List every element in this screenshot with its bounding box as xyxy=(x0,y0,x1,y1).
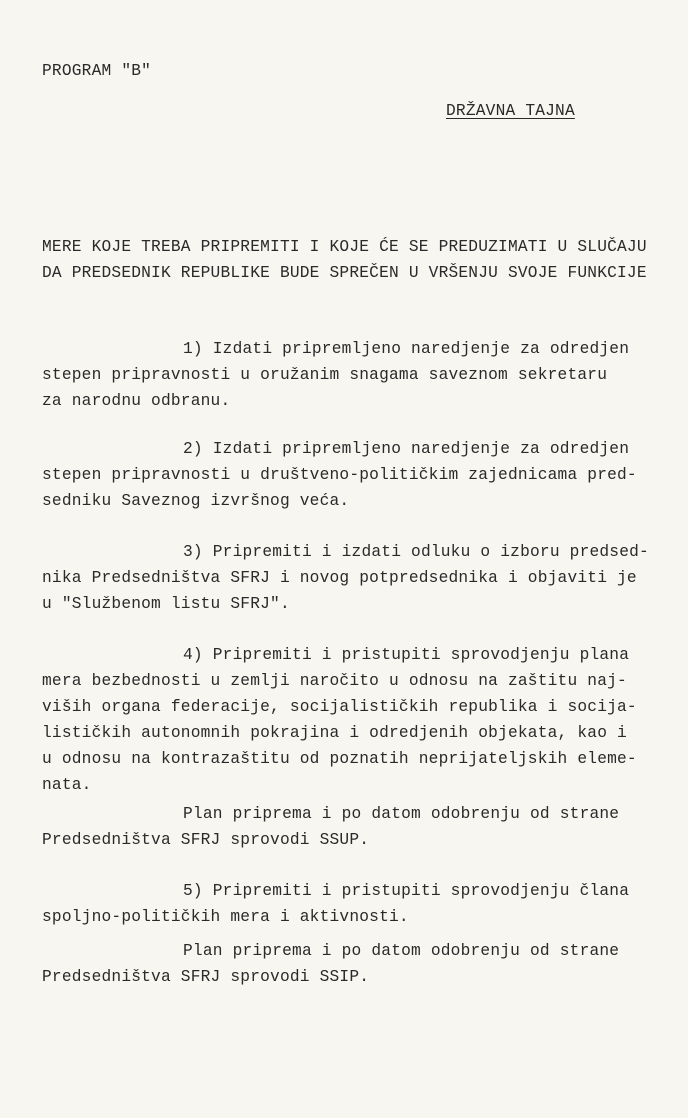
program-label: PROGRAM "B" xyxy=(42,62,152,80)
item-3-line-1: 3) Pripremiti i izdati odluku o izboru predsed- xyxy=(183,543,649,561)
item-2-line-1: 2) Izdati pripremljeno naredjenje za odredjen xyxy=(183,440,630,458)
item-4-note-line-1: Plan priprema i po datom odobrenju od strane xyxy=(183,805,620,823)
item-3-line-3: u "Službenom listu SFRJ". xyxy=(42,595,290,613)
item-3-line-2: nika Predsedništva SFRJ i novog potpredsednika i objaviti je xyxy=(42,569,637,587)
item-2-line-3: sedniku Saveznog izvršnog veća. xyxy=(42,492,350,510)
item-4-line-4: lističkih autonomnih pokrajina i odredjenih objekata, kao i xyxy=(42,724,627,742)
classification-label: DRŽAVNA TAJNA xyxy=(446,102,575,120)
item-4-line-5: u odnosu na kontrazaštitu od poznatih neprijateljskih eleme- xyxy=(42,750,637,768)
item-4-line-6: nata. xyxy=(42,776,92,794)
item-4-line-3: viših organa federacije, socijalističkih republika i socija- xyxy=(42,698,637,716)
item-1-line-3: za narodnu odbranu. xyxy=(42,392,231,410)
item-4-line-1: 4) Pripremiti i pristupiti sprovodjenju plana xyxy=(183,646,630,664)
heading-line-1: MERE KOJE TREBA PRIPREMITI I KOJE ĆE SE PREDUZIMATI U SLUČAJU xyxy=(42,238,647,256)
item-5-line-2: spoljno-političkih mera i aktivnosti. xyxy=(42,908,409,926)
item-1-line-2: stepen pripravnosti u oružanim snagama saveznom sekretaru xyxy=(42,366,608,384)
item-4-line-2: mera bezbednosti u zemlji naročito u odnosu na zaštitu naj- xyxy=(42,672,627,690)
item-5-note-line-2: Predsedništva SFRJ sprovodi SSIP. xyxy=(42,968,370,986)
item-2-line-2: stepen pripravnosti u društveno-političkim zajednicama pred- xyxy=(42,466,637,484)
item-5-line-1: 5) Pripremiti i pristupiti sprovodjenju člana xyxy=(183,882,630,900)
item-1-line-1: 1) Izdati pripremljeno naredjenje za odredjen xyxy=(183,340,630,358)
heading-line-2: DA PREDSEDNIK REPUBLIKE BUDE SPREČEN U VRŠENJU SVOJE FUNKCIJE xyxy=(42,264,647,282)
item-5-note-line-1: Plan pripremа i po datom odobrenju od strane xyxy=(183,942,620,960)
item-4-note-line-2: Predsedništva SFRJ sprovodi SSUP. xyxy=(42,831,370,849)
